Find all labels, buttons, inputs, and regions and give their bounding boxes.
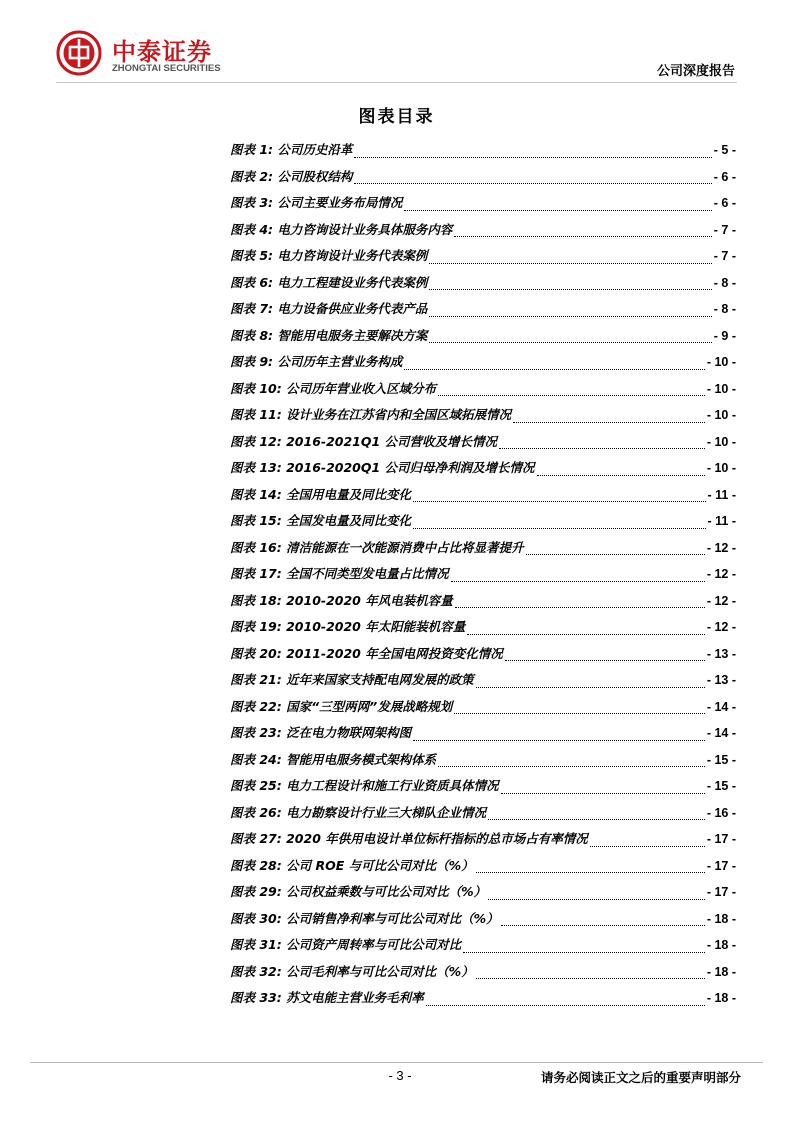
toc-entry-label: 图表 26: 电力勘察设计行业三大梯队企业情况 [230, 804, 487, 820]
toc-entry-label: 图表 11: 设计业务在江苏省内和全国区域拓展情况 [230, 407, 512, 422]
toc-entry-label: 图表 9: 公司历年主营业务构成 [230, 354, 403, 369]
zhongtai-logo-icon [56, 30, 102, 76]
footer-disclaimer: 请务必阅读正文之后的重要声明部分 [540, 1070, 741, 1085]
toc-entry-page: - 12 - [706, 593, 736, 608]
toc-entry[interactable] [230, 882, 736, 909]
toc-dot-leader [526, 542, 705, 555]
toc-dot-leader [404, 198, 711, 211]
header-divider [56, 82, 737, 83]
toc-entry-page: - 12 - [706, 567, 736, 581]
footer-divider [30, 1062, 763, 1063]
toc-entry-label: 图表 24: 智能用电服务模式架构体系 [230, 751, 437, 767]
toc-entry-page: - 17 - [706, 885, 736, 899]
toc-entry-page: - 10 - [706, 355, 736, 369]
toc-entry-page: - 16 - [706, 805, 736, 820]
toc-entry-page: - 10 - [706, 381, 736, 396]
toc-dot-leader [451, 569, 705, 582]
toc-entry-page: - 6 - [713, 169, 736, 184]
page-number: - 3 - [388, 1068, 412, 1083]
toc-dot-leader [404, 357, 704, 370]
toc-dot-leader [429, 330, 711, 343]
toc-entry-label: 图表 3: 公司主要业务布局情况 [230, 195, 403, 210]
toc-entry[interactable] [230, 511, 736, 538]
toc-dot-leader [454, 701, 705, 714]
toc-entry[interactable] [230, 538, 736, 565]
toc-dot-leader [537, 463, 705, 476]
toc-entry-page: - 15 - [706, 752, 736, 767]
toc-dot-leader [590, 834, 705, 847]
toc-entry[interactable] [230, 485, 736, 512]
toc-dot-leader [463, 940, 705, 953]
toc-entry-label: 图表 32: 公司毛利率与可比公司对比（%） [230, 963, 474, 979]
toc-entry-page: - 13 - [706, 646, 736, 661]
toc-entry[interactable] [230, 697, 736, 724]
toc-entry-label: 图表 8: 智能用电服务主要解决方案 [230, 327, 428, 343]
toc-dot-leader [499, 436, 705, 449]
toc-dot-leader [426, 993, 705, 1006]
toc-entry-label: 图表 1: 公司历史沿革 [230, 142, 353, 157]
toc-entry-label: 图表 22: 国家“三型两网”发展战略规划 [230, 698, 453, 714]
toc-entry-label: 图表 17: 全国不同类型发电量占比情况 [230, 566, 449, 581]
toc-dot-leader [455, 595, 705, 608]
toc-entry[interactable] [230, 935, 736, 962]
toc-entry[interactable] [230, 644, 736, 671]
toc-entry-label: 图表 10: 公司历年营业收入区域分布 [230, 380, 437, 396]
table-of-figures [230, 140, 736, 1015]
toc-dot-leader [354, 171, 711, 184]
toc-entry-page: - 18 - [706, 938, 736, 952]
toc-entry-page: - 10 - [706, 461, 736, 475]
toc-entry[interactable] [230, 352, 736, 379]
report-type-label: 公司深度报告 [656, 64, 735, 79]
logo-chinese-name: 中泰证券 [112, 38, 212, 66]
toc-entry-label: 图表 20: 2011-2020 年全国电网投资变化情况 [230, 645, 503, 661]
toc-entry-label: 图表 19: 2010-2020 年太阳能装机容量 [230, 619, 466, 634]
toc-entry-page: - 18 - [706, 911, 736, 926]
toc-entry-page: - 5 - [713, 143, 736, 157]
toc-entry-page: - 7 - [713, 222, 736, 237]
toc-entry-label: 图表 29: 公司权益乘数与可比公司对比（%） [230, 884, 487, 899]
toc-dot-leader [354, 145, 711, 158]
toc-entry[interactable] [230, 326, 736, 353]
toc-dot-leader [488, 887, 705, 900]
toc-entry-page: - 10 - [706, 408, 736, 422]
toc-entry-page: - 14 - [706, 726, 736, 740]
toc-entry[interactable] [230, 670, 736, 697]
toc-entry-label: 图表 23: 泛在电力物联网架构图 [230, 725, 412, 740]
toc-entry-page: - 8 - [713, 275, 736, 290]
toc-entry[interactable] [230, 803, 736, 830]
toc-entry[interactable] [230, 193, 736, 220]
toc-entry-page: - 7 - [713, 249, 736, 263]
toc-entry[interactable] [230, 220, 736, 247]
toc-entry[interactable] [230, 723, 736, 750]
toc-dot-leader [454, 224, 711, 237]
toc-entry[interactable] [230, 909, 736, 936]
toc-entry-label: 图表 12: 2016-2021Q1 公司营收及增长情况 [230, 433, 498, 449]
toc-entry[interactable] [230, 458, 736, 485]
toc-dot-leader [467, 622, 705, 635]
toc-entry-page: - 15 - [706, 779, 736, 793]
toc-dot-leader [429, 251, 711, 264]
toc-title: 图表目录 [358, 107, 435, 127]
company-logo [56, 30, 246, 76]
toc-entry[interactable] [230, 246, 736, 273]
toc-entry-page: - 13 - [706, 673, 736, 687]
toc-dot-leader [505, 648, 705, 661]
toc-entry-label: 图表 15: 全国发电量及同比变化 [230, 513, 412, 528]
toc-dot-leader [476, 675, 705, 688]
toc-entry[interactable] [230, 829, 736, 856]
toc-entry-page: - 9 - [713, 328, 736, 343]
toc-entry-label: 图表 5: 电力咨询设计业务代表案例 [230, 248, 428, 263]
toc-entry-page: - 14 - [706, 699, 736, 714]
toc-entry-page: - 6 - [713, 196, 736, 210]
toc-entry-label: 图表 27: 2020 年供用电设计单位标杆指标的总市场占有率情况 [230, 831, 588, 846]
toc-entry[interactable] [230, 405, 736, 432]
toc-entry-page: - 18 - [706, 964, 736, 979]
toc-entry-page: - 11 - [707, 487, 736, 502]
toc-entry[interactable] [230, 776, 736, 803]
toc-entry-label: 图表 16: 清洁能源在一次能源消费中占比将显著提升 [230, 539, 524, 555]
toc-entry-page: - 18 - [706, 991, 736, 1005]
toc-dot-leader [501, 781, 705, 794]
toc-entry-label: 图表 21: 近年来国家支持配电网发展的政策 [230, 672, 474, 687]
toc-dot-leader [476, 966, 705, 979]
toc-dot-leader [413, 728, 705, 741]
toc-dot-leader [429, 277, 711, 290]
toc-dot-leader [413, 516, 705, 529]
toc-entry-page: - 17 - [706, 832, 736, 846]
toc-entry[interactable] [230, 591, 736, 618]
toc-entry-label: 图表 4: 电力咨询设计业务具体服务内容 [230, 221, 453, 237]
toc-entry-label: 图表 25: 电力工程设计和施工行业资质具体情况 [230, 778, 499, 793]
toc-entry[interactable] [230, 379, 736, 406]
toc-entry-label: 图表 30: 公司销售净利率与可比公司对比（%） [230, 910, 499, 926]
toc-dot-leader [413, 489, 705, 502]
toc-entry[interactable] [230, 167, 736, 194]
toc-entry-label: 图表 28: 公司 ROE 与可比公司对比（%） [230, 857, 474, 873]
toc-entry-label: 图表 31: 公司资产周转率与可比公司对比 [230, 937, 462, 952]
toc-dot-leader [438, 383, 705, 396]
toc-dot-leader [438, 754, 705, 767]
toc-entry[interactable] [230, 617, 736, 644]
toc-entry-label: 图表 18: 2010-2020 年风电装机容量 [230, 592, 453, 608]
toc-entry-page: - 17 - [706, 858, 736, 873]
toc-dot-leader [488, 807, 705, 820]
toc-entry-page: - 12 - [706, 540, 736, 555]
toc-entry[interactable] [230, 273, 736, 300]
toc-entry[interactable] [230, 299, 736, 326]
toc-entry[interactable] [230, 564, 736, 591]
toc-entry-label: 图表 2: 公司股权结构 [230, 168, 353, 184]
toc-entry-label: 图表 13: 2016-2020Q1 公司归母净利润及增长情况 [230, 460, 535, 475]
toc-entry[interactable] [230, 988, 736, 1015]
toc-entry[interactable] [230, 962, 736, 989]
toc-entry-label: 图表 14: 全国用电量及同比变化 [230, 486, 412, 502]
toc-entry-page: - 11 - [707, 514, 736, 528]
toc-dot-leader [501, 913, 705, 926]
toc-entry[interactable] [230, 750, 736, 777]
toc-entry[interactable] [230, 856, 736, 883]
toc-dot-leader [476, 860, 705, 873]
toc-entry-page: - 8 - [713, 302, 736, 316]
toc-entry[interactable] [230, 432, 736, 459]
logo-english-name: ZHONGTAI SECURITIES [112, 63, 221, 74]
toc-entry-label: 图表 6: 电力工程建设业务代表案例 [230, 274, 428, 290]
toc-entry-page: - 12 - [706, 620, 736, 634]
toc-dot-leader [513, 410, 705, 423]
toc-entry-label: 图表 33: 苏文电能主营业务毛利率 [230, 990, 424, 1005]
toc-dot-leader [429, 304, 711, 317]
toc-entry-label: 图表 7: 电力设备供应业务代表产品 [230, 301, 428, 316]
toc-entry-page: - 10 - [706, 434, 736, 449]
toc-entry[interactable] [230, 140, 736, 167]
